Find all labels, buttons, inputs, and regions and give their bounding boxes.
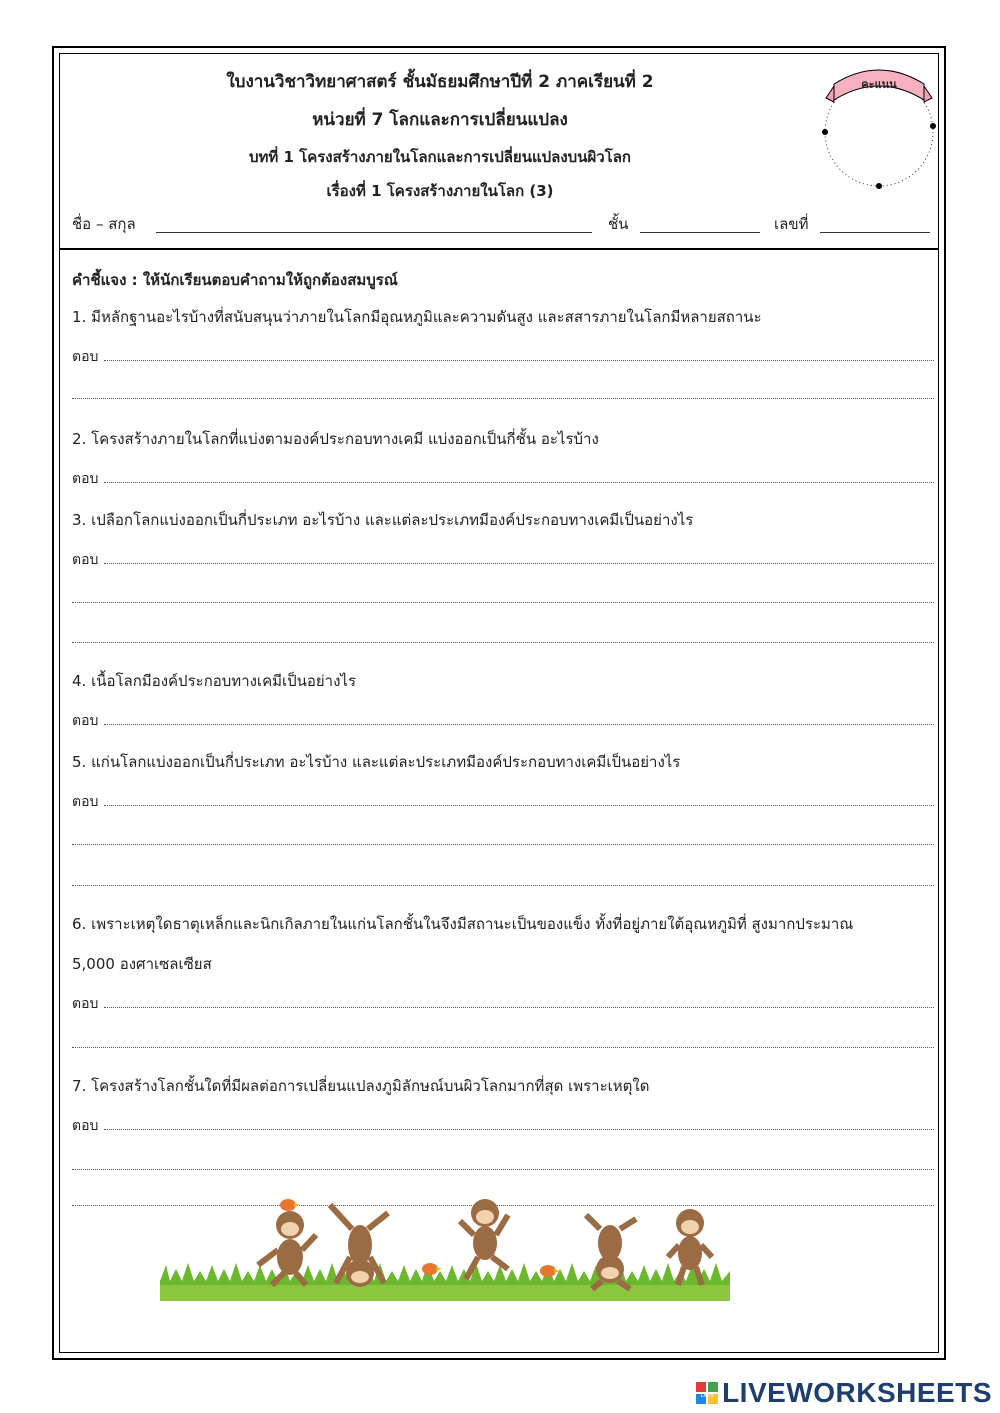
score-label: คะแนน [861,78,897,91]
answer-line[interactable] [72,588,934,608]
name-label: ชื่อ – สกุล [72,215,136,233]
question-6: 6. เพราะเหตุใดธาตุเหล็กและนิกเกิลภายในแก่นโลกชั้นในจึงมีสถานะเป็นของแข็ง ทั้งที่อยู่ภายใต้อุณหภูมิที่ สูงมากประมาณ [72,915,854,933]
answer-line[interactable] [72,549,934,569]
dotted-rule [72,398,934,399]
answer-label: ตอบ [72,471,99,487]
title-line-1: ใบงานวิชาวิทยาศาสตร์ ชั้นมัธยมศึกษาปีที่ 2 ภาคเรียนที่ 2 [226,72,654,92]
heart-right-icon [930,123,936,129]
answer-label: ตอบ [72,552,99,568]
bird-1-icon [280,1199,300,1211]
instructions: คำชี้แจง : ให้นักเรียนตอบคำถามให้ถูกต้องสมบูรณ์ [72,271,398,289]
answer-line[interactable] [72,993,934,1013]
question-5: 5. แก่นโลกแบ่งออกเป็นกี่ประเภท อะไรบ้าง และแต่ละประเภทมีองค์ประกอบทางเคมีเป็นอย่างไร [72,753,681,771]
answer-line[interactable] [72,468,934,488]
name-field[interactable] [156,232,592,233]
answer-line[interactable] [72,1115,934,1135]
worksheet-inner-frame [59,53,939,1353]
liveworksheets-logo-icon [696,1382,718,1404]
dotted-rule [104,360,934,361]
answer-label: ตอบ [72,996,99,1012]
header-divider [60,248,938,250]
answer-line[interactable] [72,871,934,891]
answer-line[interactable] [72,1155,934,1175]
dotted-rule [72,885,934,886]
number-field[interactable] [820,232,930,233]
answer-line[interactable] [72,384,934,404]
monkey-3-icon [460,1199,508,1279]
answer-label: ตอบ [72,1118,99,1134]
heart-bottom-icon [876,183,882,189]
title-line-4: เรื่องที่ 1 โครงสร้างภายในโลก (3) [326,182,554,200]
answer-label: ตอบ [72,349,99,365]
class-field[interactable] [640,232,760,233]
ribbon-right-tail [924,86,932,102]
grass [160,1263,730,1301]
ribbon-left-tail [826,86,834,102]
liveworksheets-brand[interactable] [696,1378,992,1408]
monkey-2-icon [330,1205,388,1287]
dotted-rule [104,724,934,725]
dotted-rule [72,1047,934,1048]
dotted-rule [104,1129,934,1130]
question-4: 4. เนื้อโลกมีองค์ประกอบทางเคมีเป็นอย่างไร [72,672,357,690]
title-line-3: บทที่ 1 โครงสร้างภายในโลกและการเปลี่ยนแปลงบนผิวโลก [248,148,631,166]
logo-text: LWS [700,1392,714,1399]
question-1: 1. มีหลักฐานอะไรบ้างที่สนับสนุนว่าภายในโลกมีอุณหภูมิและความดันสูง และสสารภายในโลกมีหลายสถานะ [72,308,762,326]
class-label: ชั้น [608,215,629,233]
worksheet-frame [52,46,946,1360]
answer-line[interactable] [72,346,934,366]
worksheet-header [60,54,938,248]
dotted-rule [72,602,934,603]
dotted-rule [104,805,934,806]
title-line-2: หน่วยที่ 7 โลกและการเปลี่ยนแปลง [312,110,568,130]
dotted-rule [104,563,934,564]
score-circle [820,62,938,192]
answer-line[interactable] [72,830,934,850]
answer-label: ตอบ [72,794,99,810]
brand-text: LIVEWORKSHEETS [722,1377,992,1408]
dotted-rule [104,482,934,483]
answer-label: ตอบ [72,713,99,729]
answer-line[interactable] [72,710,934,730]
student-info-row [72,212,934,236]
answer-line[interactable] [72,791,934,811]
question-2: 2. โครงสร้างภายในโลกที่แบ่งตามองค์ประกอบทางเคมี แบ่งออกเป็นกี่ชั้น อะไรบ้าง [72,430,599,448]
dotted-rule [72,642,934,643]
dotted-rule [72,1169,934,1170]
heart-left-icon [822,129,828,135]
monkeys-grass-illustration [160,1185,730,1301]
question-3: 3. เปลือกโลกแบ่งออกเป็นกี่ประเภท อะไรบ้าง และแต่ละประเภทมีองค์ประกอบทางเคมีเป็นอย่างไร [72,511,694,529]
answer-line[interactable] [72,1033,934,1053]
question-7: 7. โครงสร้างโลกชั้นใดที่มีผลต่อการเปลี่ยนแปลงภูมิลักษณ์บนผิวโลกมากที่สุด เพราะเหตุใด [72,1077,650,1095]
dotted-rule [104,1007,934,1008]
dotted-rule [72,844,934,845]
number-label: เลขที่ [774,215,809,233]
answer-line[interactable] [72,628,934,648]
question-6-continued: 5,000 องศาเซลเซียส [72,955,212,973]
